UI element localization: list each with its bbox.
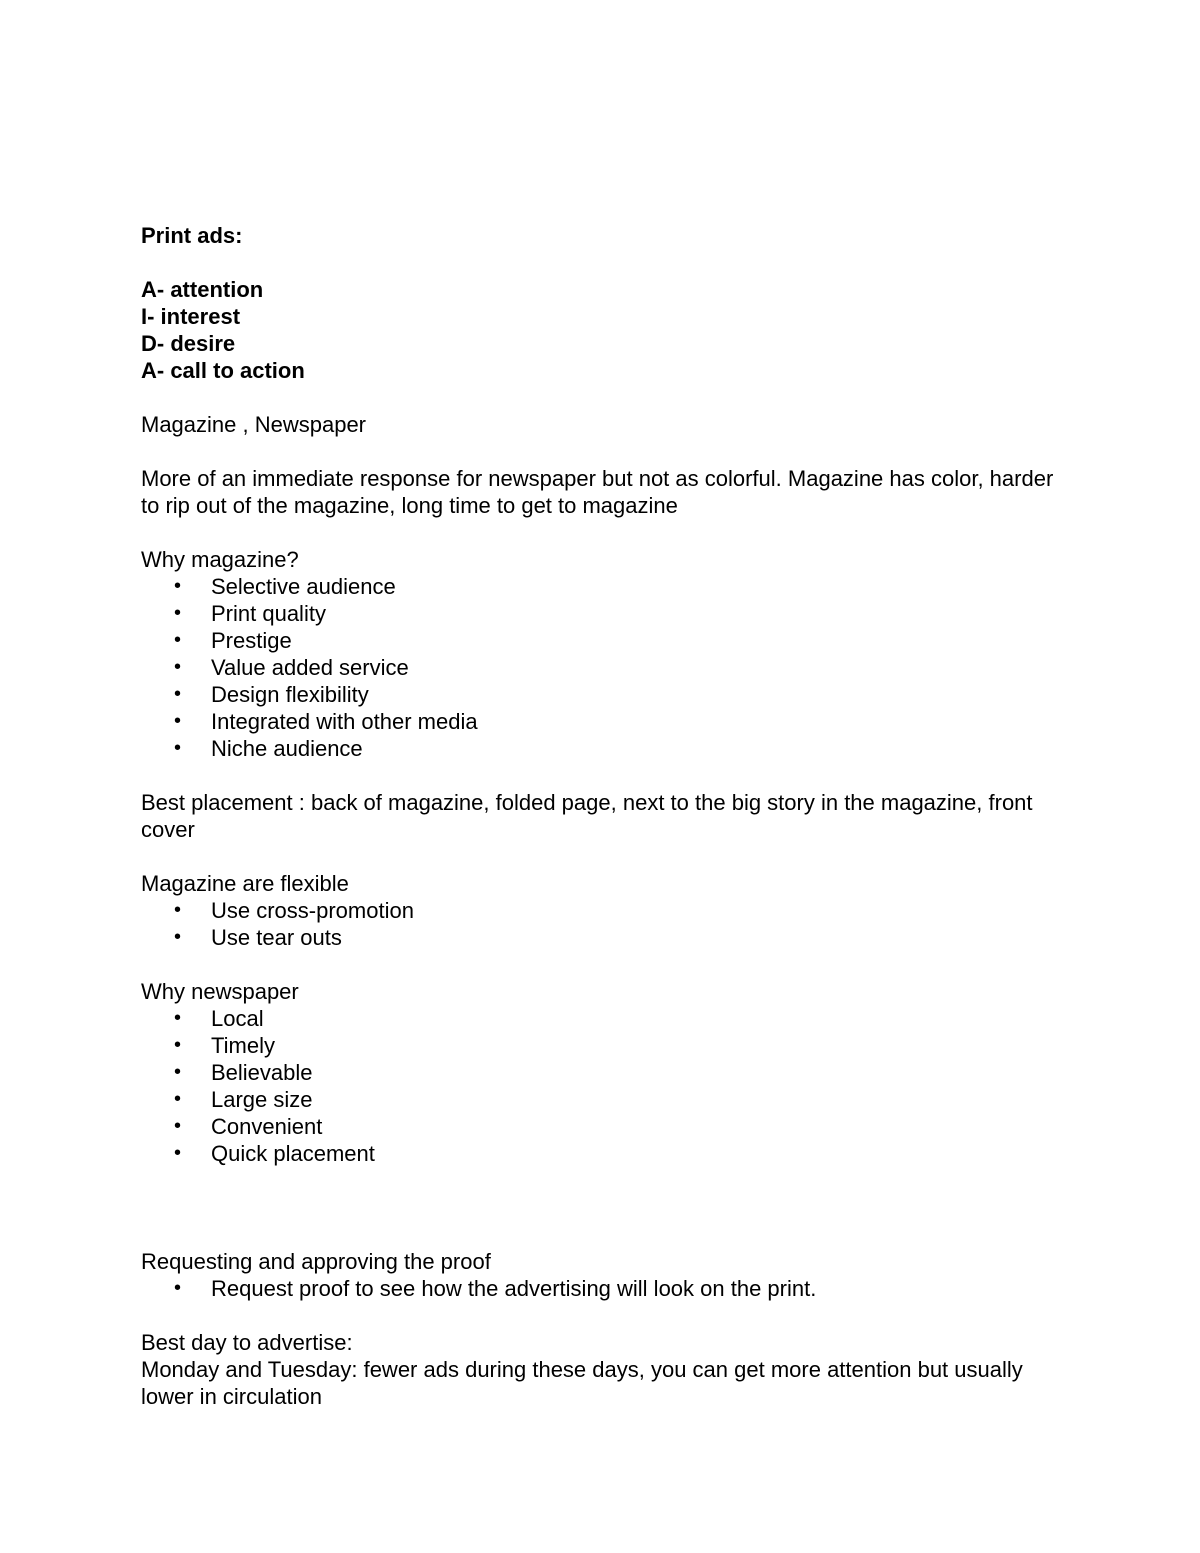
proof-title: Requesting and approving the proof xyxy=(141,1249,491,1274)
list-item xyxy=(141,627,1061,654)
list-item xyxy=(141,1086,1061,1113)
comparison-paragraph: More of an immediate response for newspaper but not as colorful. Magazine has color, harder to rip out of the magazine, long time to get to magazine xyxy=(141,466,1054,518)
why-magazine-list xyxy=(141,573,1061,762)
list-item-text: Use tear outs xyxy=(211,925,342,950)
spacer xyxy=(141,249,1061,276)
list-item xyxy=(141,1032,1061,1059)
bullet-icon: • xyxy=(174,899,182,921)
bullet-icon: • xyxy=(174,1061,182,1083)
list-item xyxy=(141,1113,1061,1140)
list-item xyxy=(141,681,1061,708)
spacer xyxy=(141,843,1061,870)
list-item-text: Local xyxy=(211,1006,264,1031)
list-item xyxy=(141,708,1061,735)
why-newspaper-title: Why newspaper xyxy=(141,979,299,1004)
bullet-icon: • xyxy=(174,602,182,624)
aida-line: I- interest xyxy=(141,304,241,329)
list-item xyxy=(141,735,1061,762)
best-day-paragraph: Monday and Tuesday: fewer ads during these days, you can get more attention but usually lower in circulation xyxy=(141,1357,1023,1409)
list-item xyxy=(141,1275,1061,1302)
spacer xyxy=(141,438,1061,465)
bullet-icon: • xyxy=(174,926,182,948)
bullet-icon: • xyxy=(174,1277,182,1299)
bullet-icon: • xyxy=(174,710,182,732)
list-item xyxy=(141,897,1061,924)
aida-line: A- attention xyxy=(141,277,264,302)
spacer xyxy=(141,1302,1061,1329)
list-item xyxy=(141,1140,1061,1167)
spacer xyxy=(141,384,1061,411)
list-item-text: Believable xyxy=(211,1060,313,1085)
list-item-text: Print quality xyxy=(211,601,326,626)
aida-line: D- desire xyxy=(141,331,236,356)
list-item xyxy=(141,1005,1061,1032)
aida-line: A- call to action xyxy=(141,358,305,383)
best-day-title: Best day to advertise: xyxy=(141,1330,353,1355)
list-item-text: Convenient xyxy=(211,1114,323,1139)
why-newspaper-list xyxy=(141,1005,1061,1167)
magazine-flexible-title: Magazine are flexible xyxy=(141,871,349,896)
bullet-icon: • xyxy=(174,629,182,651)
list-item xyxy=(141,600,1061,627)
magazine-flexible-list xyxy=(141,897,1061,951)
media-types: Magazine , Newspaper xyxy=(141,412,367,437)
bullet-icon: • xyxy=(174,1034,182,1056)
spacer xyxy=(141,1167,1061,1248)
spacer xyxy=(141,762,1061,789)
why-magazine-title: Why magazine? xyxy=(141,547,299,572)
bullet-icon: • xyxy=(174,1088,182,1110)
page-heading: Print ads: xyxy=(141,223,243,248)
spacer xyxy=(141,519,1061,546)
best-placement-paragraph: Best placement : back of magazine, folded page, next to the big story in the magazine, front cover xyxy=(141,790,1033,842)
list-item-text: Integrated with other media xyxy=(211,709,478,734)
list-item xyxy=(141,654,1061,681)
bullet-icon: • xyxy=(174,683,182,705)
bullet-icon: • xyxy=(174,1007,182,1029)
list-item-text: Prestige xyxy=(211,628,292,653)
list-item xyxy=(141,924,1061,951)
list-item xyxy=(141,573,1061,600)
bullet-icon: • xyxy=(174,656,182,678)
bullet-icon: • xyxy=(174,1142,182,1164)
proof-list xyxy=(141,1275,1061,1302)
document-page xyxy=(141,222,1061,1410)
list-item-text: Selective audience xyxy=(211,574,396,599)
list-item-text: Niche audience xyxy=(211,736,363,761)
bullet-icon: • xyxy=(174,575,182,597)
list-item-text: Request proof to see how the advertising will look on the print. xyxy=(211,1276,817,1301)
list-item-text: Value added service xyxy=(211,655,409,680)
list-item-text: Use cross-promotion xyxy=(211,898,414,923)
list-item-text: Large size xyxy=(211,1087,313,1112)
bullet-icon: • xyxy=(174,737,182,759)
list-item-text: Design flexibility xyxy=(211,682,369,707)
list-item xyxy=(141,1059,1061,1086)
list-item-text: Quick placement xyxy=(211,1141,375,1166)
list-item-text: Timely xyxy=(211,1033,275,1058)
bullet-icon: • xyxy=(174,1115,182,1137)
spacer xyxy=(141,951,1061,978)
